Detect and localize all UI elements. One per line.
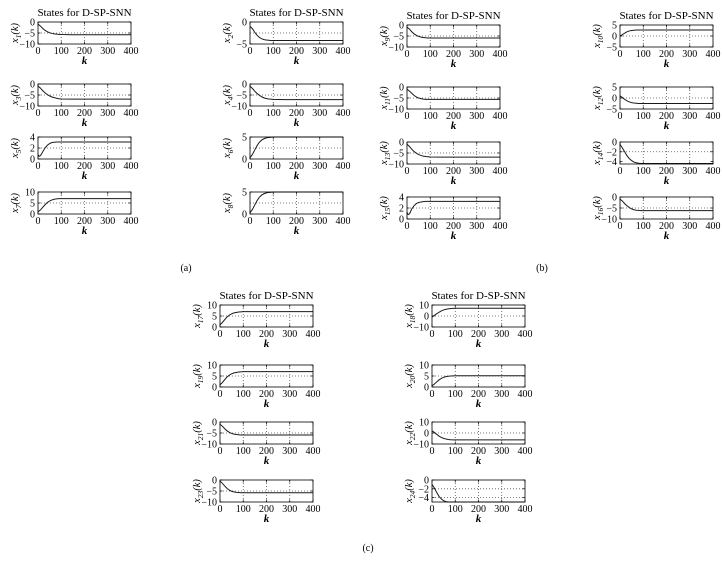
subplot-x5 (10, 133, 139, 183)
y-tick-label: −5 (236, 39, 247, 51)
y-axis-label: $x_7(k)$ (10, 192, 23, 214)
plot-title: States for D-SP-SNN (406, 10, 501, 22)
x-tick-label: 300 (494, 504, 510, 515)
x-axis-label: k (81, 55, 88, 67)
y-tick-label: 0 (424, 428, 429, 440)
panel-label: (b) (536, 263, 548, 274)
y-tick-label: 0 (212, 322, 217, 334)
x-tick-label: 100 (422, 111, 438, 122)
y-tick-label: 10 (207, 360, 217, 372)
x-tick-label: 300 (282, 389, 298, 400)
y-tick-label: −10 (413, 322, 429, 334)
x-tick-label: 200 (446, 221, 461, 232)
x-tick-label: 300 (100, 46, 116, 57)
x-tick-label: 0 (35, 161, 41, 172)
x-tick-label: 200 (446, 49, 461, 60)
x-tick-label: 100 (447, 446, 463, 457)
y-tick-label: 4 (399, 192, 404, 204)
y-tick-label: 2 (30, 143, 35, 155)
y-tick-label: 0 (30, 79, 35, 91)
y-axis-label: $x_{15}(k)$ (379, 196, 392, 220)
x-tick-label: 100 (265, 216, 281, 227)
x-tick-label: 400 (492, 49, 508, 60)
x-axis-label: k (293, 55, 300, 67)
x-axis-label: k (475, 338, 482, 350)
series-line (620, 30, 713, 36)
subplot-x23 (192, 476, 321, 526)
x-axis-label: k (263, 338, 270, 350)
y-tick-label: −10 (201, 497, 217, 509)
y-tick-label: −5 (206, 428, 217, 440)
y-axis-label: $x_9(k)$ (379, 25, 392, 47)
y-axis-label: $x_4(k)$ (222, 84, 235, 106)
x-tick-label: 0 (247, 108, 253, 119)
x-axis-label: k (475, 398, 482, 410)
subplot-x4 (222, 80, 351, 130)
panel-label: (a) (180, 263, 192, 274)
x-tick-label: 100 (53, 161, 69, 172)
x-tick-label: 200 (259, 389, 274, 400)
x-tick-label: 300 (100, 108, 116, 119)
x-tick-label: 400 (517, 389, 533, 400)
x-tick-label: 100 (265, 161, 281, 172)
y-tick-label: 0 (242, 79, 247, 91)
x-axis-label: k (663, 120, 670, 132)
y-tick-label: 0 (612, 192, 617, 204)
y-tick-label: −5 (393, 148, 404, 160)
x-tick-label: 100 (235, 504, 251, 515)
series-line (432, 484, 525, 502)
x-tick-label: 300 (682, 111, 698, 122)
x-axis-label: k (450, 175, 457, 187)
y-tick-label: −5 (24, 28, 35, 40)
x-tick-label: 100 (635, 49, 651, 60)
subplot-x8 (222, 188, 351, 238)
x-axis-label: k (81, 170, 88, 182)
x-tick-label: 300 (494, 389, 510, 400)
y-tick-label: −10 (601, 214, 617, 226)
y-axis-label: $x_{23}(k)$ (192, 479, 205, 503)
series-line (38, 199, 131, 212)
y-axis-label: $x_{22}(k)$ (404, 421, 417, 445)
x-tick-label: 300 (312, 216, 328, 227)
y-axis-label: $x_{20}(k)$ (404, 364, 417, 388)
subplot-x18 (404, 290, 533, 350)
x-tick-label: 200 (259, 329, 274, 340)
x-tick-label: 200 (289, 216, 304, 227)
x-tick-label: 200 (471, 504, 486, 515)
x-tick-label: 0 (217, 446, 223, 457)
x-tick-label: 400 (335, 46, 351, 57)
x-tick-label: 300 (682, 221, 698, 232)
x-tick-label: 100 (53, 46, 69, 57)
x-tick-label: 200 (471, 446, 486, 457)
x-axis-label: k (450, 120, 457, 132)
x-tick-label: 300 (282, 504, 298, 515)
x-tick-label: 100 (447, 329, 463, 340)
subplot-x16 (592, 193, 721, 243)
y-tick-label: −10 (388, 159, 404, 171)
x-tick-label: 200 (77, 161, 92, 172)
x-tick-label: 0 (617, 166, 623, 177)
subplot-x7 (10, 188, 139, 238)
x-tick-label: 300 (312, 108, 328, 119)
x-tick-label: 400 (335, 108, 351, 119)
x-tick-label: 400 (517, 504, 533, 515)
x-axis-label: k (263, 398, 270, 410)
y-tick-label: 5 (212, 371, 217, 383)
x-tick-label: 100 (635, 166, 651, 177)
x-axis-label: k (81, 117, 88, 129)
x-tick-label: 400 (305, 504, 321, 515)
x-tick-label: 0 (35, 216, 41, 227)
y-axis-label: $x_3(k)$ (10, 84, 23, 106)
x-tick-label: 200 (77, 46, 92, 57)
y-tick-label: 0 (399, 214, 404, 226)
subplot-x2 (222, 7, 351, 67)
subplot-x6 (222, 133, 351, 183)
x-tick-label: 400 (123, 216, 139, 227)
y-tick-label: 5 (612, 20, 617, 32)
x-axis-label: k (293, 117, 300, 129)
x-tick-label: 300 (494, 329, 510, 340)
y-tick-label: 0 (399, 137, 404, 149)
x-tick-label: 100 (235, 446, 251, 457)
x-tick-label: 200 (259, 504, 274, 515)
subplot-x10 (592, 10, 721, 70)
series-line (220, 312, 313, 325)
x-tick-label: 0 (404, 111, 410, 122)
x-axis-label: k (663, 230, 670, 242)
y-axis-label: $x_{10}(k)$ (592, 24, 605, 48)
x-tick-label: 300 (282, 329, 298, 340)
x-tick-label: 300 (682, 49, 698, 60)
x-tick-label: 400 (123, 46, 139, 57)
y-tick-label: 5 (242, 132, 247, 144)
x-tick-label: 200 (659, 49, 674, 60)
y-axis-label: $x_{16}(k)$ (592, 196, 605, 220)
subplot-x19 (192, 361, 321, 411)
y-tick-label: 0 (612, 137, 617, 149)
x-axis-label: k (450, 58, 457, 70)
x-tick-label: 0 (429, 446, 435, 457)
x-tick-label: 100 (265, 108, 281, 119)
y-tick-label: 5 (212, 311, 217, 323)
subplot-x14 (592, 138, 721, 188)
y-tick-label: 0 (212, 475, 217, 487)
y-tick-label: 0 (212, 382, 217, 394)
plot-title: States for D-SP-SNN (619, 10, 714, 22)
y-tick-label: 0 (424, 475, 429, 487)
x-axis-label: k (263, 455, 270, 467)
x-tick-label: 400 (492, 111, 508, 122)
subplot-x17 (192, 290, 321, 350)
y-tick-label: −5 (393, 31, 404, 43)
x-tick-label: 100 (265, 46, 281, 57)
x-tick-label: 400 (305, 389, 321, 400)
y-tick-label: 0 (399, 82, 404, 94)
x-tick-label: 100 (422, 49, 438, 60)
x-tick-label: 0 (247, 216, 253, 227)
x-tick-label: 100 (635, 221, 651, 232)
y-tick-label: 0 (30, 17, 35, 29)
y-tick-label: 5 (424, 371, 429, 383)
x-tick-label: 200 (289, 108, 304, 119)
y-tick-label: −2 (418, 484, 429, 496)
x-tick-label: 0 (617, 111, 623, 122)
x-tick-label: 400 (705, 111, 721, 122)
subplot-x21 (192, 418, 321, 468)
x-tick-label: 0 (217, 504, 223, 515)
x-tick-label: 0 (617, 49, 623, 60)
plot-title: States for D-SP-SNN (37, 7, 132, 19)
x-tick-label: 0 (429, 329, 435, 340)
y-tick-label: −5 (393, 93, 404, 105)
x-tick-label: 100 (235, 329, 251, 340)
x-tick-label: 100 (447, 504, 463, 515)
y-tick-label: 2 (399, 203, 404, 215)
x-tick-label: 0 (429, 504, 435, 515)
x-tick-label: 300 (469, 49, 485, 60)
subplot-x1 (10, 7, 139, 67)
x-tick-label: 400 (123, 161, 139, 172)
x-tick-label: 400 (492, 221, 508, 232)
y-axis-label: $x_{18}(k)$ (404, 304, 417, 328)
x-tick-label: 100 (422, 221, 438, 232)
y-axis-label: $x_{13}(k)$ (379, 141, 392, 165)
x-axis-label: k (293, 170, 300, 182)
subplot-x24 (404, 476, 533, 526)
x-tick-label: 400 (335, 216, 351, 227)
x-axis-label: k (663, 58, 670, 70)
x-tick-label: 0 (217, 329, 223, 340)
y-tick-label: −10 (388, 104, 404, 116)
x-tick-label: 400 (305, 446, 321, 457)
x-tick-label: 400 (517, 329, 533, 340)
x-tick-label: 300 (469, 166, 485, 177)
x-axis-label: k (81, 225, 88, 237)
x-tick-label: 300 (494, 446, 510, 457)
y-tick-label: 10 (419, 300, 429, 312)
x-tick-label: 400 (517, 446, 533, 457)
x-tick-label: 200 (471, 329, 486, 340)
x-axis-label: k (663, 175, 670, 187)
y-tick-label: 0 (612, 31, 617, 43)
y-tick-label: 0 (242, 154, 247, 166)
x-tick-label: 100 (422, 166, 438, 177)
y-tick-label: 0 (399, 20, 404, 32)
x-tick-label: 100 (235, 389, 251, 400)
x-tick-label: 100 (53, 216, 69, 227)
y-tick-label: 5 (242, 187, 247, 199)
x-axis-label: k (293, 225, 300, 237)
x-axis-label: k (450, 230, 457, 242)
x-tick-label: 100 (53, 108, 69, 119)
x-tick-label: 300 (682, 166, 698, 177)
x-tick-label: 200 (659, 111, 674, 122)
x-axis-label: k (475, 513, 482, 525)
y-axis-label: $x_{12}(k)$ (592, 86, 605, 110)
x-tick-label: 200 (659, 221, 674, 232)
y-tick-label: 5 (612, 82, 617, 94)
y-axis-label: $x_2(k)$ (222, 22, 235, 44)
y-tick-label: −5 (236, 90, 247, 102)
x-tick-label: 300 (312, 161, 328, 172)
subplot-x3 (10, 80, 139, 130)
x-axis-label: k (263, 513, 270, 525)
y-tick-label: −10 (201, 439, 217, 451)
plot-title: States for D-SP-SNN (249, 7, 344, 19)
y-tick-label: −10 (413, 439, 429, 451)
y-tick-label: −5 (606, 42, 617, 54)
plot-title: States for D-SP-SNN (431, 290, 526, 302)
y-tick-label: 10 (25, 187, 35, 199)
y-tick-label: −5 (206, 486, 217, 498)
subplot-x11 (379, 83, 508, 133)
x-tick-label: 0 (35, 108, 41, 119)
x-axis-label: k (475, 455, 482, 467)
x-tick-label: 400 (705, 166, 721, 177)
y-tick-label: 10 (419, 417, 429, 429)
y-tick-label: −5 (606, 104, 617, 116)
x-tick-label: 400 (705, 49, 721, 60)
subplot-x9 (379, 10, 508, 70)
subplot-x15 (379, 193, 508, 243)
subplot-x12 (592, 83, 721, 133)
x-tick-label: 400 (335, 161, 351, 172)
series-line (407, 144, 500, 157)
y-tick-label: 10 (207, 300, 217, 312)
y-tick-label: −5 (24, 90, 35, 102)
x-tick-label: 200 (446, 111, 461, 122)
x-tick-label: 0 (217, 389, 223, 400)
y-tick-label: 10 (419, 360, 429, 372)
x-tick-label: 400 (705, 221, 721, 232)
y-axis-label: $x_1(k)$ (10, 22, 23, 44)
series-line (432, 308, 525, 317)
y-tick-label: 0 (612, 93, 617, 105)
y-axis-label: $x_{14}(k)$ (592, 141, 605, 165)
y-tick-label: 0 (212, 417, 217, 429)
x-tick-label: 200 (259, 446, 274, 457)
plot-title: States for D-SP-SNN (219, 290, 314, 302)
y-tick-label: 4 (30, 132, 35, 144)
x-tick-label: 100 (447, 389, 463, 400)
x-tick-label: 300 (100, 161, 116, 172)
x-tick-label: 0 (404, 49, 410, 60)
y-tick-label: −4 (606, 157, 617, 169)
y-axis-label: $x_{17}(k)$ (192, 304, 205, 328)
subplot-x20 (404, 361, 533, 411)
y-tick-label: 0 (30, 209, 35, 221)
y-axis-label: $x_{24}(k)$ (404, 479, 417, 503)
x-tick-label: 300 (469, 111, 485, 122)
y-axis-label: $x_8(k)$ (222, 192, 235, 214)
y-tick-label: 0 (424, 311, 429, 323)
x-tick-label: 200 (659, 166, 674, 177)
x-tick-label: 200 (77, 216, 92, 227)
x-tick-label: 0 (617, 221, 623, 232)
y-axis-label: $x_6(k)$ (222, 137, 235, 159)
y-tick-label: −10 (231, 101, 247, 113)
series-line (432, 431, 525, 440)
y-tick-label: −4 (418, 493, 429, 505)
x-tick-label: 400 (492, 166, 508, 177)
y-tick-label: −2 (606, 147, 617, 159)
y-axis-label: $x_5(k)$ (10, 137, 23, 159)
y-tick-label: 5 (30, 198, 35, 210)
x-tick-label: 400 (123, 108, 139, 119)
subplot-x13 (379, 138, 508, 188)
y-tick-label: −10 (19, 101, 35, 113)
y-axis-label: $x_{11}(k)$ (379, 86, 392, 110)
x-tick-label: 200 (289, 46, 304, 57)
y-tick-label: 0 (424, 382, 429, 394)
x-tick-label: 100 (635, 111, 651, 122)
x-tick-label: 0 (35, 46, 41, 57)
y-tick-label: 0 (30, 154, 35, 166)
x-tick-label: 300 (469, 221, 485, 232)
x-tick-label: 300 (312, 46, 328, 57)
x-tick-label: 200 (77, 108, 92, 119)
x-tick-label: 200 (471, 389, 486, 400)
x-tick-label: 300 (100, 216, 116, 227)
x-tick-label: 300 (282, 446, 298, 457)
x-tick-label: 0 (247, 46, 253, 57)
x-tick-label: 200 (446, 166, 461, 177)
series-line (250, 86, 343, 99)
y-tick-label: −5 (606, 203, 617, 215)
y-tick-label: 0 (242, 17, 247, 29)
series-line (220, 372, 313, 385)
y-tick-label: −10 (388, 42, 404, 54)
x-tick-label: 0 (247, 161, 253, 172)
y-tick-label: −10 (19, 39, 35, 51)
series-line (38, 86, 131, 99)
y-tick-label: 0 (242, 209, 247, 221)
x-tick-label: 0 (404, 221, 410, 232)
subplot-x22 (404, 418, 533, 468)
x-tick-label: 0 (429, 389, 435, 400)
panel-label: (c) (362, 543, 374, 554)
y-axis-label: $x_{21}(k)$ (192, 421, 205, 445)
x-tick-label: 200 (289, 161, 304, 172)
x-tick-label: 400 (305, 329, 321, 340)
x-tick-label: 0 (404, 166, 410, 177)
y-axis-label: $x_{19}(k)$ (192, 364, 205, 388)
